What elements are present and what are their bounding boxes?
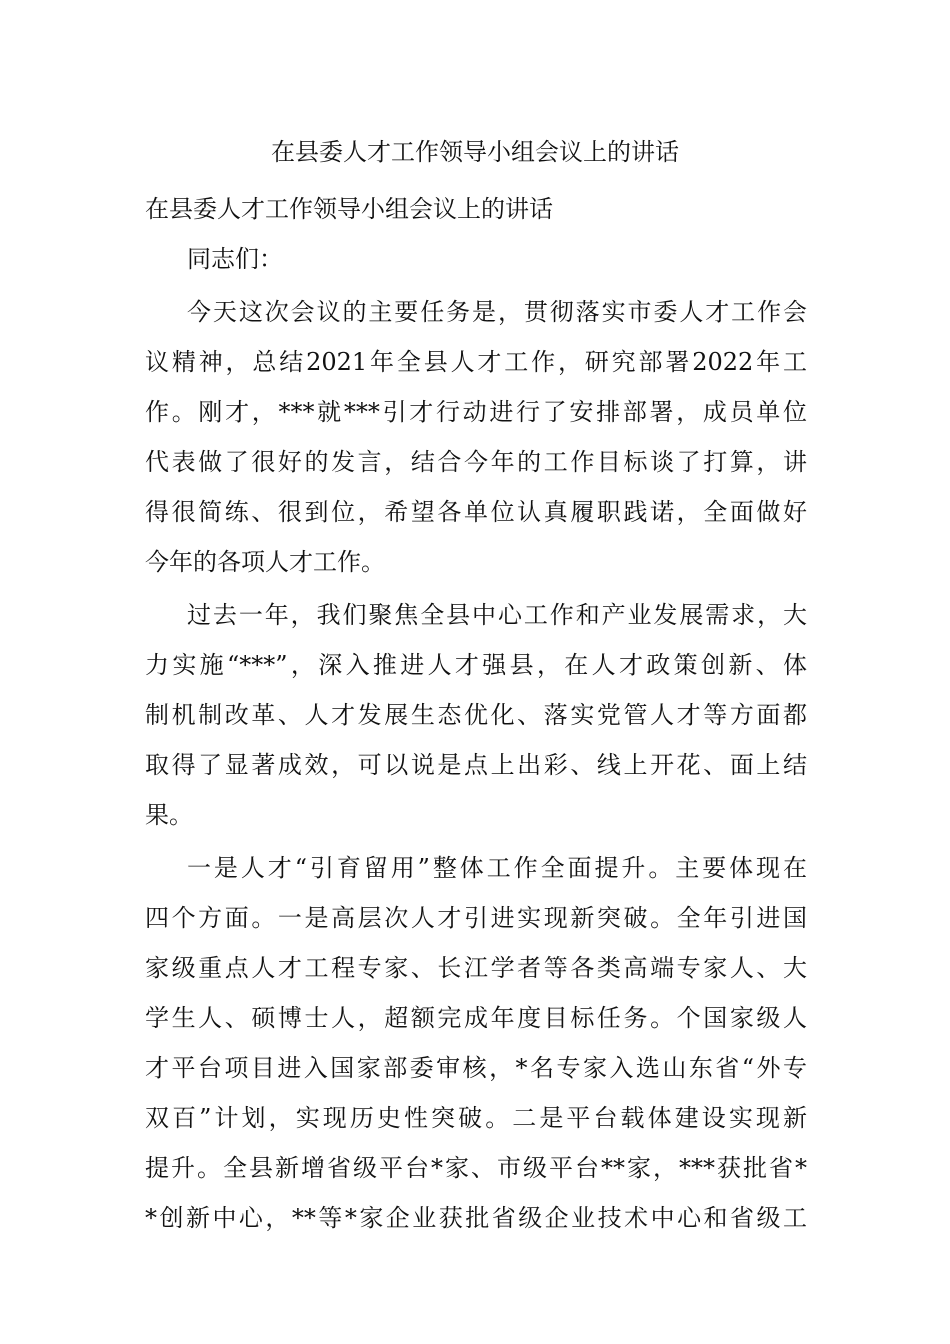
body-line: 今天这次会议的主要任务是，贯彻落实市委人才工作会: [187, 298, 807, 326]
body-line: 家级重点人才工程专家、长江学者等各类高端专家人、大: [145, 954, 807, 982]
body-line: 力实施“***”，深入推进人才强县，在人才政策创新、体: [145, 651, 807, 679]
body-line: 过去一年，我们聚焦全县中心工作和产业发展需求，大: [187, 601, 807, 629]
body-line: *创新中心，**等*家企业获批省级企业技术中心和省级工: [145, 1204, 807, 1232]
body-line: 今年的各项人才工作。: [145, 548, 385, 576]
body-line: 取得了显著成效，可以说是点上出彩、线上开花、面上结: [145, 751, 807, 779]
body-line: 作。刚才，***就***引才行动进行了安排部署，成员单位: [145, 398, 807, 426]
body-line: 制机制改革、人才发展生态优化、落实党管人才等方面都: [145, 701, 807, 729]
body-line: 得很简练、很到位，希望各单位认真履职践诺，全面做好: [145, 498, 807, 526]
body-line: 在县委人才工作领导小组会议上的讲话: [145, 195, 553, 223]
body-line: 四个方面。一是高层次人才引进实现新突破。全年引进国: [145, 904, 807, 932]
body-line: 果。: [145, 801, 193, 829]
body-line: 议精神，总结2021年全县人才工作，研究部署2022年工: [145, 348, 807, 376]
document-title: 在县委人才工作领导小组会议上的讲话: [271, 138, 679, 166]
body-line: 才平台项目进入国家部委审核，*名专家入选山东省“外专: [145, 1054, 807, 1082]
document-body: [145, 184, 807, 1243]
body-line: 同志们：: [187, 245, 283, 273]
body-line: 一是人才“引育留用”整体工作全面提升。主要体现在: [187, 854, 807, 882]
body-line: 提升。全县新增省级平台*家、市级平台**家，***获批省*: [145, 1154, 807, 1182]
body-line: 代表做了很好的发言，结合今年的工作目标谈了打算，讲: [145, 448, 807, 476]
body-line: 学生人、硕博士人，超额完成年度目标任务。个国家级人: [145, 1004, 807, 1032]
body-line: 双百”计划，实现历史性突破。二是平台载体建设实现新: [145, 1104, 807, 1132]
